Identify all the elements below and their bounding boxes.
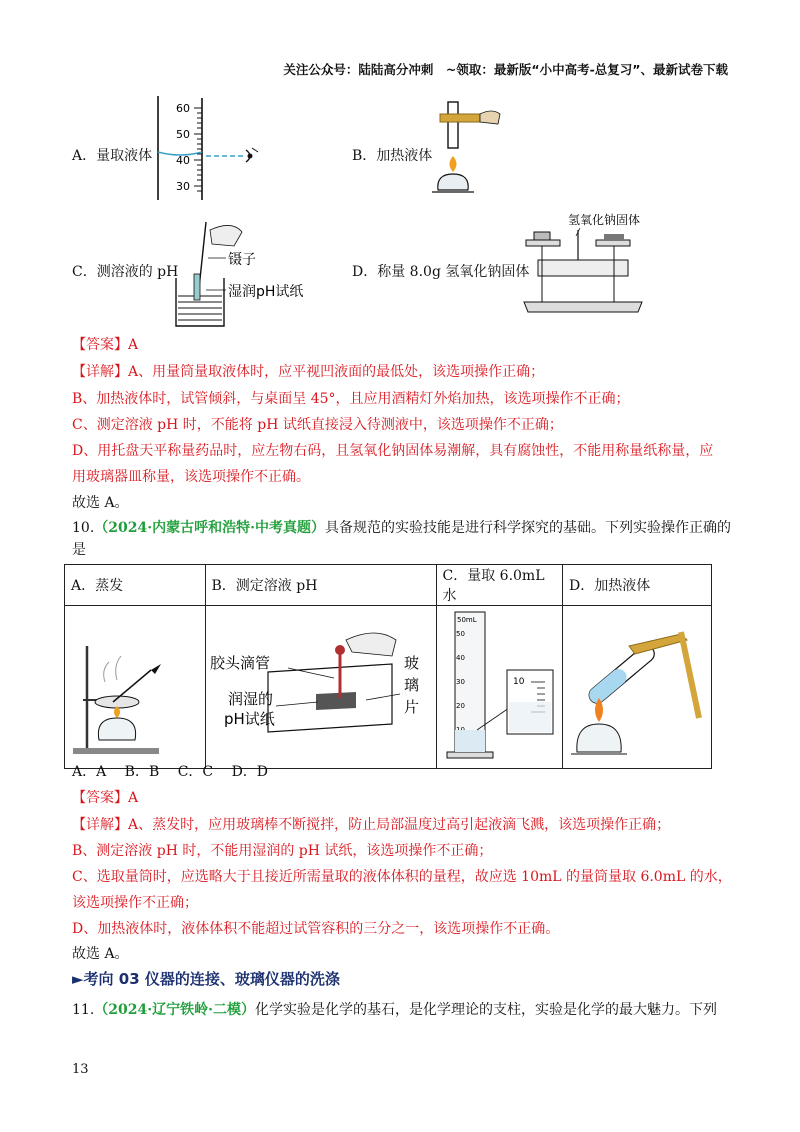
measuring-cylinder-figure [150,96,270,200]
cylinder-figure-cell [436,606,563,769]
glass-label-3: 片 [403,698,419,716]
q9-detail-line: 用玻璃器皿称量，该选项操作不正确。 [72,469,310,485]
q9-detail-line: D、用托盘天平称量药品时，应左物右码，且氢氧化钠固体易潮解，具有腐蚀性，不能用称量纸称量，应 [72,443,714,459]
ph-test-figure [172,218,342,330]
cylinder-tick: 30 [455,678,465,686]
graduated-cylinder-figure [437,606,561,764]
steam-icon [104,656,121,682]
table-header-c: C．量取 6.0mL 水 [436,565,563,606]
zoom-tick-label: 10 [512,677,524,687]
q9-detail-line: B、加热液体时，试管倾斜，与桌面呈 45°，且应用酒精灯外焰加热，该选项操作不正确； [72,391,630,407]
question-source: （2024·内蒙古呼和浩特·中考真题） [94,520,325,536]
ph-paper [194,274,200,300]
wet-ph-paper [316,692,356,710]
table-header-a: A．蒸发 [65,565,206,606]
table-header-b: B．测定溶液 pH [205,565,436,606]
q9-detail-line: C、测定溶液 pH 时，不能将 pH 试纸直接浸入待测液中，该选项操作不正确； [72,417,563,433]
q10-answer: 【答案】A [72,790,139,806]
cylinder-capacity: 50mL [456,616,477,624]
weight-icon [534,232,550,240]
question-text: 具备规范的实验技能是进行科学探究的基础。下列实验操作正确的 [324,520,731,536]
cylinder-tick: 40 [455,654,465,662]
wet-paper-label-2: pH试纸 [223,710,275,728]
question-text: 化学实验是化学的基石，是化学理论的支柱，实验是化学的最大魅力。下列 [254,1002,717,1018]
alcohol-lamp [98,718,135,740]
q10-detail-line: 【详解】A、蒸发时，应用玻璃棒不断搅拌，防止局部温度过高引起液滴飞溅，该选项操作正确； [72,817,671,833]
cylinder-tick-40: 40 [176,154,190,167]
ph-dropper-figure [206,606,436,764]
cylinder-tick: 50 [455,630,465,638]
test-tube [448,102,458,148]
q10-choices: A．A B．B C．C D．D [72,764,269,780]
page-number: 13 [72,1062,89,1077]
q11-stem [72,1000,717,1020]
cylinder-tick-60: 60 [176,102,190,115]
page-header: 关注公众号：陆陆高分冲刺 ~领取：最新版“小中高考-总复习”、最新试卷下载 [283,62,728,77]
hand-icon [151,664,161,674]
left-pan [526,240,560,246]
dropper-label: 胶头滴管 [209,654,270,672]
cylinder-tick-50: 50 [176,128,190,141]
tube-holder [440,114,480,122]
flame-icon [450,156,457,172]
glass-label-1: 玻 [403,654,419,672]
liquid [455,730,485,752]
holder-handle [681,632,699,718]
q9-option-a: A．量取液体 [72,148,153,164]
evaporation-figure-cell [65,606,206,769]
heating-tube-figure-cell [563,606,712,769]
hand-icon [480,111,500,124]
naoh-label: 氢氧化钠固体 [568,213,641,227]
balance-base [524,302,642,312]
q10-options-table [64,564,712,769]
ph-dropper-figure-cell [205,606,436,769]
alcohol-lamp [438,174,468,190]
heating-liquid-figure [426,100,506,204]
q10-stem-continued: 是 [72,542,86,558]
eye-icon [246,148,258,162]
balance-figure [520,210,650,328]
right-pan [596,240,630,246]
q9-option-c: C．测溶液的 pH [72,264,179,280]
heating-tube-figure [563,606,711,764]
naoh-solid [604,234,624,240]
tube-holder [629,634,687,654]
q9-detail-line: 【详解】A、用量筒量取液体时，应平视凹液面的最低处，该选项操作正确； [72,364,545,380]
hand-icon [210,225,242,246]
hand-icon [346,633,396,656]
cylinder-tick: 20 [455,702,465,710]
q10-detail-line: C、选取量筒时，应选略大于且接近所需量取的液体体积的量程，故应选 10mL 的量筒量取 6.0mL 的水， [72,869,732,885]
q9-answer: 【答案】A [72,337,139,353]
cylinder-base [447,752,493,758]
question-number: 11. [72,1002,95,1018]
test-tube [586,643,658,707]
wet-paper-label-1: 润湿的 [227,690,273,708]
question-source: （2024·辽宁铁岭·二模） [94,1002,255,1018]
table-header-d: D．加热液体 [563,565,712,606]
alcohol-lamp [577,724,621,752]
tweezers-label: 镊子 [228,252,256,268]
q9-option-b: B．加热液体 [352,148,433,164]
section-title: ►考向 03 仪器的连接、玻璃仪器的洗涤 [72,970,340,988]
stand-base [73,748,159,754]
q10-detail-line: B、测定溶液 pH 时，不能用湿润的 pH 试纸，该选项操作不正确； [72,843,493,859]
q10-detail-line: D、加热液体时，液体体积不能超过试管容积的三分之一，该选项操作不正确。 [72,921,560,937]
q10-conclusion: 故选 A。 [72,946,129,962]
q9-option-d: D．称量 8.0g 氢氧化钠固体 [352,264,530,280]
evaporation-figure [65,606,203,764]
q9-conclusion: 故选 A。 [72,495,129,511]
q10-stem [72,518,731,538]
wet-ph-paper-label: 湿润pH试纸 [228,284,304,300]
cylinder-tick-30: 30 [176,180,190,193]
glass-label-2: 璃 [403,676,419,694]
dropper-bulb [335,645,345,655]
question-number: 10. [72,520,95,536]
q10-detail-line: 该选项操作不正确； [72,895,198,911]
